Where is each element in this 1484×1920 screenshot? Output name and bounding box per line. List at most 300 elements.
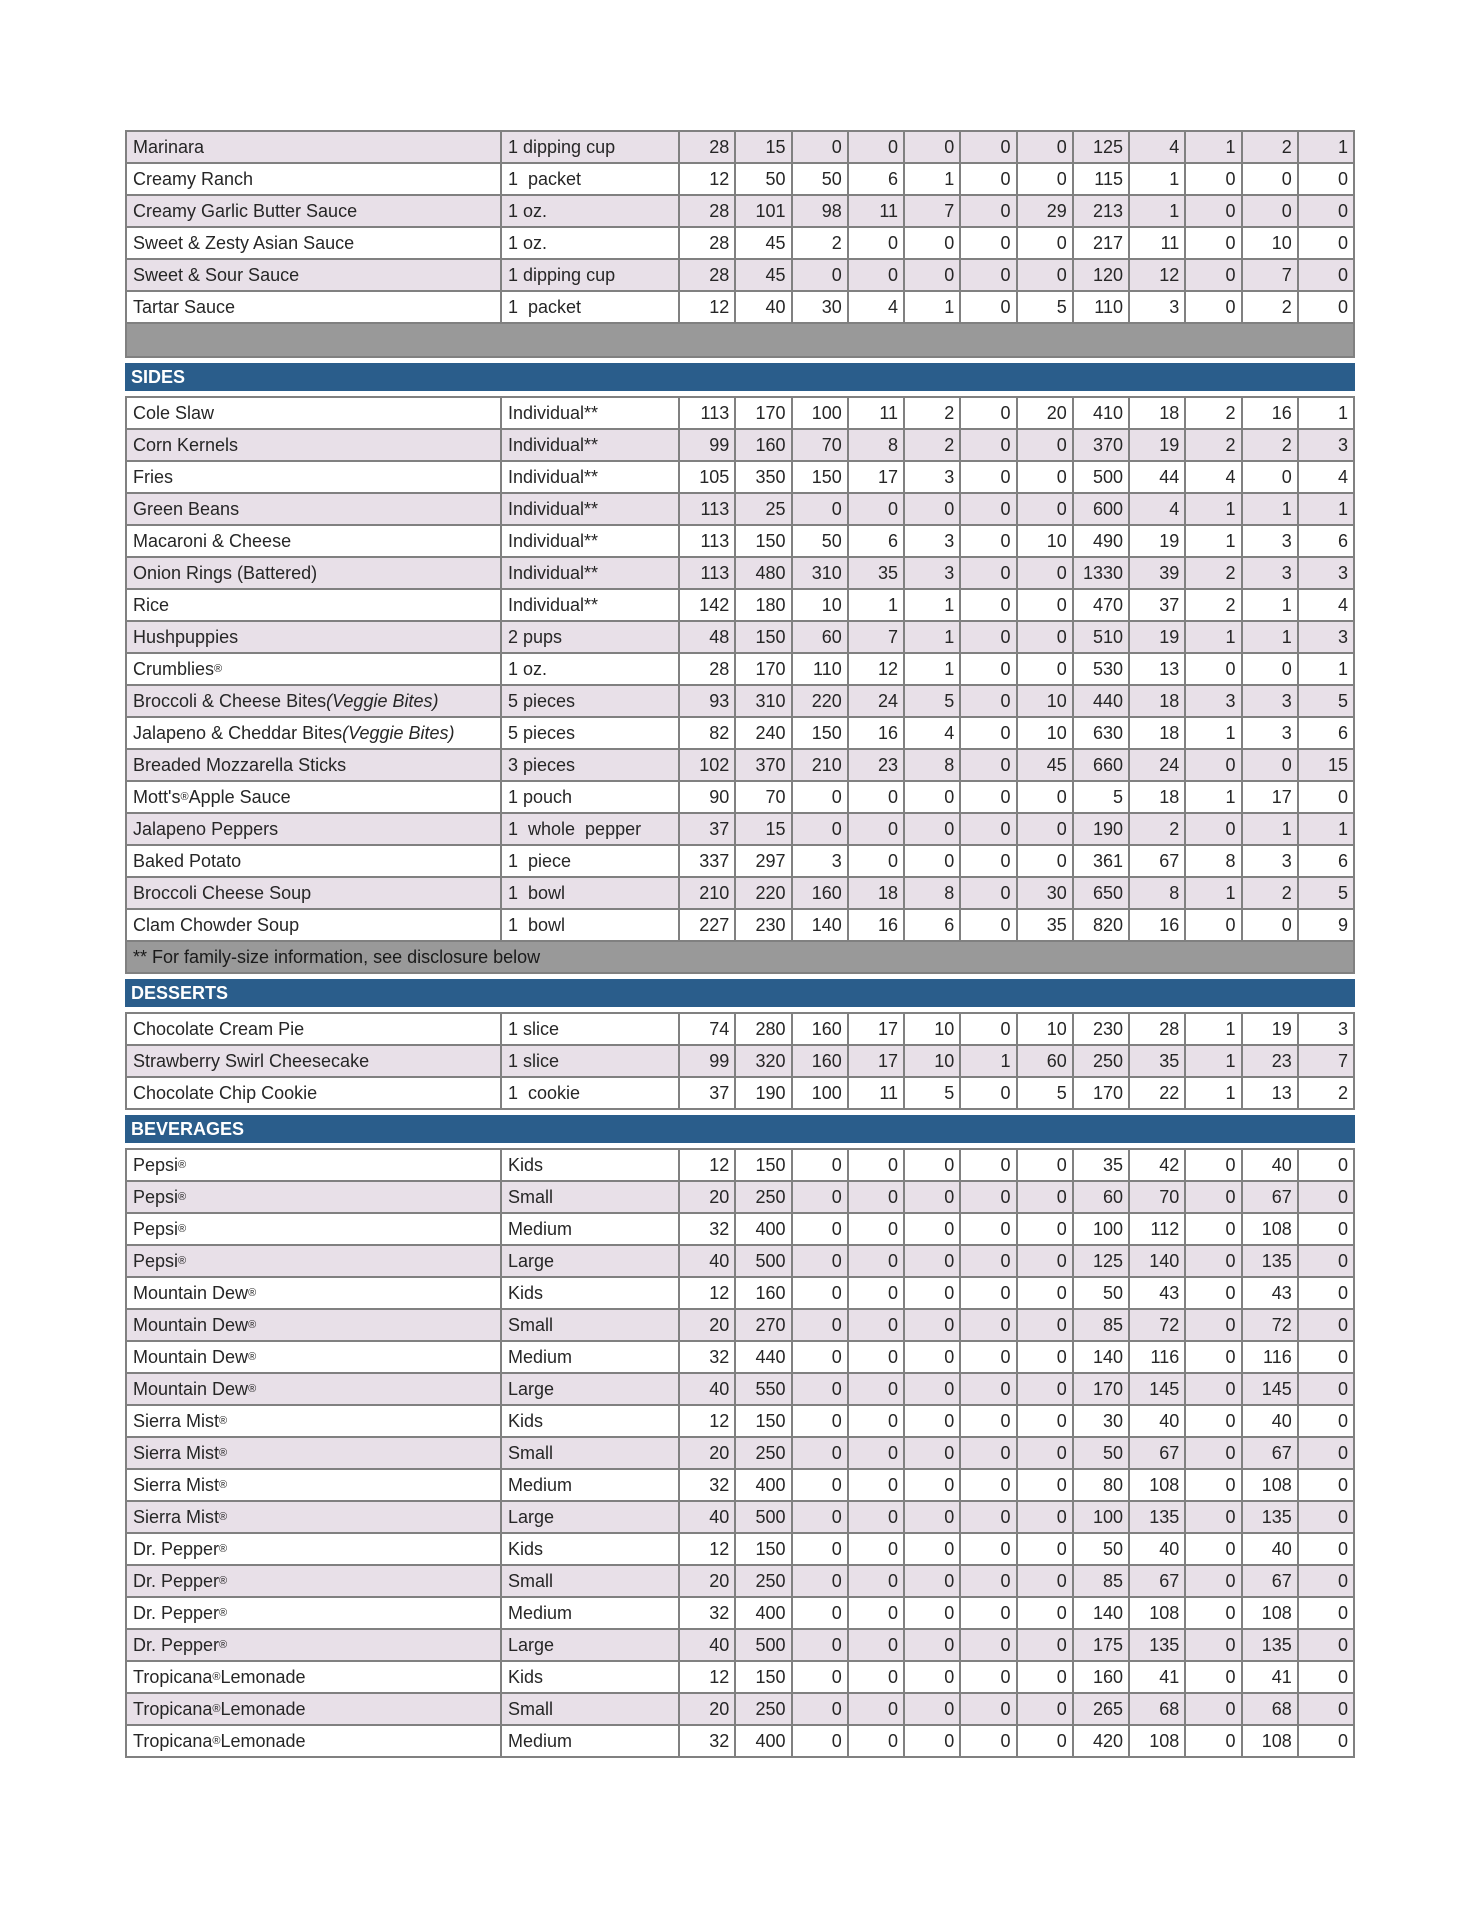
value-cell: 3	[1243, 846, 1299, 876]
value-cell: 1	[905, 590, 961, 620]
value-cell: 3	[1243, 686, 1299, 716]
value-cell: 0	[1299, 1534, 1355, 1564]
value-cell: 5	[1018, 292, 1074, 322]
value-cell: 113	[680, 526, 736, 556]
value-cell: 0	[849, 1310, 905, 1340]
value-cell: 1	[1186, 622, 1242, 652]
serving-size-cell: Large	[502, 1374, 680, 1404]
value-cell: 3	[1243, 558, 1299, 588]
value-cell: 41	[1243, 1662, 1299, 1692]
value-cell: 0	[961, 1630, 1017, 1660]
value-cell: 160	[736, 430, 792, 460]
value-cell: 93	[680, 686, 736, 716]
value-cell: 0	[1299, 260, 1355, 290]
item-name-cell: Tartar Sauce	[127, 292, 502, 322]
value-cell: 0	[793, 1566, 849, 1596]
value-cell: 0	[905, 1342, 961, 1372]
value-cell: 2	[1299, 1078, 1355, 1108]
value-cell: 0	[1018, 846, 1074, 876]
item-name-cell: Pepsi ®	[127, 1246, 502, 1276]
value-cell: 0	[1243, 750, 1299, 780]
value-cell: 10	[1018, 526, 1074, 556]
table-block	[125, 130, 1355, 358]
value-cell: 67	[1130, 1566, 1186, 1596]
value-cell: 16	[849, 718, 905, 748]
value-cell: 42	[1130, 1150, 1186, 1180]
value-cell: 230	[1074, 1014, 1130, 1044]
value-cell: 1	[905, 654, 961, 684]
item-name-cell: Mountain Dew ®	[127, 1310, 502, 1340]
value-cell: 1	[905, 292, 961, 322]
value-cell: 35	[1130, 1046, 1186, 1076]
value-cell: 0	[905, 782, 961, 812]
value-cell: 0	[1018, 228, 1074, 258]
value-cell: 0	[961, 132, 1017, 162]
item-name-cell: Baked Potato	[127, 846, 502, 876]
serving-size-cell: Kids	[502, 1662, 680, 1692]
item-name-cell: Sierra Mist ®	[127, 1470, 502, 1500]
value-cell: 0	[961, 1078, 1017, 1108]
table-row	[127, 1726, 1355, 1758]
item-name-cell: Dr. Pepper ®	[127, 1630, 502, 1660]
value-cell: 0	[1018, 1726, 1074, 1756]
value-cell: 0	[961, 1246, 1017, 1276]
section-header-sides	[125, 363, 1355, 391]
value-cell: 0	[1299, 1694, 1355, 1724]
value-cell: 1	[1130, 164, 1186, 194]
table-row	[127, 686, 1355, 718]
table-row	[127, 814, 1355, 846]
value-cell: 39	[1130, 558, 1186, 588]
value-cell: 0	[793, 260, 849, 290]
value-cell: 17	[1243, 782, 1299, 812]
value-cell: 0	[905, 1438, 961, 1468]
value-cell: 140	[1130, 1246, 1186, 1276]
value-cell: 0	[793, 782, 849, 812]
item-name-cell: Sweet & Sour Sauce	[127, 260, 502, 290]
value-cell: 1	[1243, 494, 1299, 524]
value-cell: 0	[961, 196, 1017, 226]
value-cell: 1	[905, 164, 961, 194]
value-cell: 99	[680, 430, 736, 460]
table-row	[127, 494, 1355, 526]
value-cell: 0	[905, 1406, 961, 1436]
value-cell: 6	[1299, 718, 1355, 748]
table-row	[127, 1694, 1355, 1726]
value-cell: 0	[1018, 1150, 1074, 1180]
value-cell: 500	[736, 1630, 792, 1660]
value-cell: 6	[1299, 526, 1355, 556]
value-cell: 8	[905, 750, 961, 780]
table-row	[127, 1534, 1355, 1566]
value-cell: 0	[793, 1246, 849, 1276]
table-row	[127, 1182, 1355, 1214]
value-cell: 4	[905, 718, 961, 748]
value-cell: 24	[849, 686, 905, 716]
value-cell: 0	[1299, 1406, 1355, 1436]
table-row	[127, 196, 1355, 228]
value-cell: 2	[905, 430, 961, 460]
value-cell: 310	[736, 686, 792, 716]
value-cell: 0	[1018, 1598, 1074, 1628]
value-cell: 0	[849, 228, 905, 258]
value-cell: 20	[1018, 398, 1074, 428]
value-cell: 0	[905, 1726, 961, 1756]
table-row	[127, 1470, 1355, 1502]
value-cell: 0	[961, 1438, 1017, 1468]
value-cell: 37	[680, 1078, 736, 1108]
value-cell: 1	[1186, 1046, 1242, 1076]
value-cell: 0	[1186, 1694, 1242, 1724]
value-cell: 265	[1074, 1694, 1130, 1724]
value-cell: 37	[680, 814, 736, 844]
item-name-cell: Rice	[127, 590, 502, 620]
serving-size-cell: Small	[502, 1182, 680, 1212]
value-cell: 30	[1074, 1406, 1130, 1436]
value-cell: 35	[1018, 910, 1074, 940]
value-cell: 0	[961, 1470, 1017, 1500]
value-cell: 0	[849, 1502, 905, 1532]
value-cell: 150	[736, 1150, 792, 1180]
value-cell: 2	[1243, 292, 1299, 322]
value-cell: 115	[1074, 164, 1130, 194]
serving-size-cell: 1 packet	[502, 292, 680, 322]
value-cell: 0	[1186, 1438, 1242, 1468]
value-cell: 0	[849, 1214, 905, 1244]
value-cell: 350	[736, 462, 792, 492]
value-cell: 0	[905, 1374, 961, 1404]
table-row	[127, 1502, 1355, 1534]
section-header-label: SIDES	[131, 366, 186, 387]
value-cell: 2	[1186, 430, 1242, 460]
value-cell: 116	[1243, 1342, 1299, 1372]
item-name-cell: Onion Rings (Battered)	[127, 558, 502, 588]
value-cell: 0	[905, 1214, 961, 1244]
value-cell: 0	[793, 1662, 849, 1692]
value-cell: 150	[793, 718, 849, 748]
value-cell: 135	[1130, 1502, 1186, 1532]
value-cell: 0	[1018, 164, 1074, 194]
serving-size-cell: 5 pieces	[502, 686, 680, 716]
table-row	[127, 462, 1355, 494]
value-cell: 1	[1186, 878, 1242, 908]
serving-size-cell: 1 pouch	[502, 782, 680, 812]
value-cell: 125	[1074, 132, 1130, 162]
value-cell: 12	[680, 1662, 736, 1692]
table-row	[127, 1078, 1355, 1110]
value-cell: 0	[1299, 292, 1355, 322]
value-cell: 0	[1299, 1566, 1355, 1596]
value-cell: 0	[1299, 1278, 1355, 1308]
serving-size-cell: Individual**	[502, 526, 680, 556]
value-cell: 297	[736, 846, 792, 876]
value-cell: 0	[961, 1014, 1017, 1044]
value-cell: 2	[1243, 132, 1299, 162]
value-cell: 400	[736, 1470, 792, 1500]
value-cell: 99	[680, 1046, 736, 1076]
value-cell: 1	[1130, 196, 1186, 226]
value-cell: 4	[1299, 462, 1355, 492]
value-cell: 20	[680, 1438, 736, 1468]
serving-size-cell: Kids	[502, 1534, 680, 1564]
value-cell: 0	[961, 590, 1017, 620]
value-cell: 82	[680, 718, 736, 748]
value-cell: 0	[961, 782, 1017, 812]
value-cell: 0	[1186, 292, 1242, 322]
value-cell: 150	[736, 1534, 792, 1564]
value-cell: 0	[793, 1342, 849, 1372]
value-cell: 0	[1299, 1150, 1355, 1180]
value-cell: 2	[1243, 878, 1299, 908]
value-cell: 600	[1074, 494, 1130, 524]
value-cell: 20	[680, 1694, 736, 1724]
item-name-cell: Sierra Mist ®	[127, 1406, 502, 1436]
value-cell: 15	[736, 814, 792, 844]
serving-size-cell: 1 oz.	[502, 196, 680, 226]
value-cell: 0	[793, 1534, 849, 1564]
table-row	[127, 1342, 1355, 1374]
value-cell: 108	[1130, 1470, 1186, 1500]
value-cell: 3	[1243, 526, 1299, 556]
value-cell: 190	[1074, 814, 1130, 844]
value-cell: 20	[680, 1566, 736, 1596]
table-row	[127, 1630, 1355, 1662]
value-cell: 250	[736, 1438, 792, 1468]
value-cell: 0	[905, 1566, 961, 1596]
value-cell: 125	[1074, 1246, 1130, 1276]
value-cell: 17	[849, 462, 905, 492]
value-cell: 140	[1074, 1342, 1130, 1372]
value-cell: 1	[1186, 1078, 1242, 1108]
value-cell: 0	[1186, 1726, 1242, 1756]
value-cell: 3	[905, 462, 961, 492]
value-cell: 12	[680, 1406, 736, 1436]
serving-size-cell: Medium	[502, 1470, 680, 1500]
value-cell: 0	[961, 878, 1017, 908]
value-cell: 2	[1186, 398, 1242, 428]
value-cell: 820	[1074, 910, 1130, 940]
value-cell: 227	[680, 910, 736, 940]
value-cell: 440	[736, 1342, 792, 1372]
value-cell: 0	[905, 260, 961, 290]
value-cell: 0	[849, 494, 905, 524]
serving-size-cell: Individual**	[502, 558, 680, 588]
item-name-cell: Mountain Dew ®	[127, 1374, 502, 1404]
value-cell: 12	[680, 292, 736, 322]
value-cell: 1	[1186, 782, 1242, 812]
value-cell: 24	[1130, 750, 1186, 780]
item-name-cell: Fries	[127, 462, 502, 492]
table-row	[127, 132, 1355, 164]
value-cell: 30	[793, 292, 849, 322]
value-cell: 0	[1243, 164, 1299, 194]
value-cell: 0	[1186, 1342, 1242, 1372]
value-cell: 0	[905, 846, 961, 876]
value-cell: 0	[849, 1406, 905, 1436]
serving-size-cell: 1 piece	[502, 846, 680, 876]
value-cell: 0	[961, 228, 1017, 258]
value-cell: 0	[961, 1534, 1017, 1564]
table-row	[127, 718, 1355, 750]
table-row	[127, 1150, 1355, 1182]
serving-size-cell: 1 cookie	[502, 1078, 680, 1108]
serving-size-cell: Kids	[502, 1406, 680, 1436]
value-cell: 0	[793, 1214, 849, 1244]
value-cell: 0	[849, 1438, 905, 1468]
value-cell: 11	[849, 196, 905, 226]
value-cell: 108	[1243, 1598, 1299, 1628]
value-cell: 20	[680, 1182, 736, 1212]
value-cell: 0	[1018, 590, 1074, 620]
value-cell: 0	[849, 1246, 905, 1276]
value-cell: 10	[1243, 228, 1299, 258]
value-cell: 135	[1243, 1246, 1299, 1276]
value-cell: 1	[1299, 132, 1355, 162]
value-cell: 11	[1130, 228, 1186, 258]
value-cell: 108	[1243, 1214, 1299, 1244]
value-cell: 0	[961, 430, 1017, 460]
item-name-cell: Corn Kernels	[127, 430, 502, 460]
value-cell: 0	[1018, 1246, 1074, 1276]
value-cell: 361	[1074, 846, 1130, 876]
value-cell: 10	[905, 1046, 961, 1076]
serving-size-cell: Individual**	[502, 462, 680, 492]
value-cell: 98	[793, 196, 849, 226]
value-cell: 320	[736, 1046, 792, 1076]
value-cell: 7	[905, 196, 961, 226]
item-name-cell: Creamy Ranch	[127, 164, 502, 194]
item-name-cell: Breaded Mozzarella Sticks	[127, 750, 502, 780]
value-cell: 0	[1299, 1374, 1355, 1404]
item-name-cell: Sierra Mist ®	[127, 1438, 502, 1468]
value-cell: 0	[961, 1598, 1017, 1628]
value-cell: 400	[736, 1214, 792, 1244]
value-cell: 0	[1018, 1310, 1074, 1340]
value-cell: 0	[849, 1726, 905, 1756]
nutrition-table	[125, 130, 1355, 1758]
value-cell: 100	[793, 398, 849, 428]
value-cell: 0	[961, 1406, 1017, 1436]
value-cell: 0	[1299, 1342, 1355, 1372]
item-name-cell: Pepsi ®	[127, 1214, 502, 1244]
item-name-cell: Macaroni & Cheese	[127, 526, 502, 556]
value-cell: 1	[1186, 526, 1242, 556]
value-cell: 0	[961, 1182, 1017, 1212]
value-cell: 28	[680, 654, 736, 684]
value-cell: 80	[1074, 1470, 1130, 1500]
value-cell: 18	[1130, 782, 1186, 812]
value-cell: 0	[961, 1662, 1017, 1692]
value-cell: 16	[1130, 910, 1186, 940]
value-cell: 43	[1130, 1278, 1186, 1308]
value-cell: 0	[793, 1182, 849, 1212]
item-name-cell: Crumblies ®	[127, 654, 502, 684]
value-cell: 10	[1018, 718, 1074, 748]
value-cell: 250	[736, 1182, 792, 1212]
section-header-desserts	[125, 979, 1355, 1007]
value-cell: 37	[1130, 590, 1186, 620]
value-cell: 0	[1186, 1374, 1242, 1404]
value-cell: 0	[1186, 1662, 1242, 1692]
value-cell: 0	[1018, 1566, 1074, 1596]
table-row	[127, 292, 1355, 324]
value-cell: 0	[793, 1310, 849, 1340]
value-cell: 10	[793, 590, 849, 620]
value-cell: 0	[849, 846, 905, 876]
value-cell: 67	[1243, 1566, 1299, 1596]
item-name-cell: Pepsi ®	[127, 1150, 502, 1180]
value-cell: 28	[680, 260, 736, 290]
value-cell: 0	[905, 1278, 961, 1308]
value-cell: 6	[849, 526, 905, 556]
table-row	[127, 750, 1355, 782]
value-cell: 12	[680, 164, 736, 194]
value-cell: 0	[793, 1598, 849, 1628]
value-cell: 110	[793, 654, 849, 684]
value-cell: 0	[1243, 462, 1299, 492]
serving-size-cell: Medium	[502, 1598, 680, 1628]
value-cell: 40	[1243, 1534, 1299, 1564]
value-cell: 170	[736, 398, 792, 428]
value-cell: 160	[1074, 1662, 1130, 1692]
value-cell: 270	[736, 1310, 792, 1340]
value-cell: 108	[1130, 1598, 1186, 1628]
value-cell: 110	[1074, 292, 1130, 322]
value-cell: 0	[849, 1630, 905, 1660]
value-cell: 0	[849, 1374, 905, 1404]
value-cell: 160	[793, 1046, 849, 1076]
table-row	[127, 1310, 1355, 1342]
table-block	[125, 1012, 1355, 1110]
value-cell: 72	[1243, 1310, 1299, 1340]
value-cell: 67	[1130, 1438, 1186, 1468]
value-cell: 20	[680, 1310, 736, 1340]
value-cell: 500	[1074, 462, 1130, 492]
value-cell: 29	[1018, 196, 1074, 226]
table-row	[127, 1014, 1355, 1046]
value-cell: 0	[1186, 1214, 1242, 1244]
table-row	[127, 654, 1355, 686]
value-cell: 7	[1299, 1046, 1355, 1076]
value-cell: 48	[680, 622, 736, 652]
value-cell: 0	[1186, 1630, 1242, 1660]
value-cell: 410	[1074, 398, 1130, 428]
value-cell: 43	[1243, 1278, 1299, 1308]
value-cell: 150	[736, 622, 792, 652]
value-cell: 170	[736, 654, 792, 684]
value-cell: 0	[961, 1342, 1017, 1372]
value-cell: 420	[1074, 1726, 1130, 1756]
value-cell: 0	[793, 1630, 849, 1660]
value-cell: 0	[961, 1566, 1017, 1596]
value-cell: 4	[1130, 132, 1186, 162]
value-cell: 1	[1299, 398, 1355, 428]
value-cell: 12	[680, 1278, 736, 1308]
value-cell: 23	[849, 750, 905, 780]
value-cell: 530	[1074, 654, 1130, 684]
value-cell: 0	[1186, 1502, 1242, 1532]
value-cell: 8	[1130, 878, 1186, 908]
item-name-cell: Mountain Dew ®	[127, 1278, 502, 1308]
value-cell: 660	[1074, 750, 1130, 780]
table-row	[127, 398, 1355, 430]
item-name-italic: (Veggie Bites)	[326, 691, 439, 711]
value-cell: 0	[961, 654, 1017, 684]
table-block	[125, 396, 1355, 974]
serving-size-cell: 1 slice	[502, 1014, 680, 1044]
value-cell: 0	[1186, 814, 1242, 844]
item-name-cell: Chocolate Chip Cookie	[127, 1078, 502, 1108]
